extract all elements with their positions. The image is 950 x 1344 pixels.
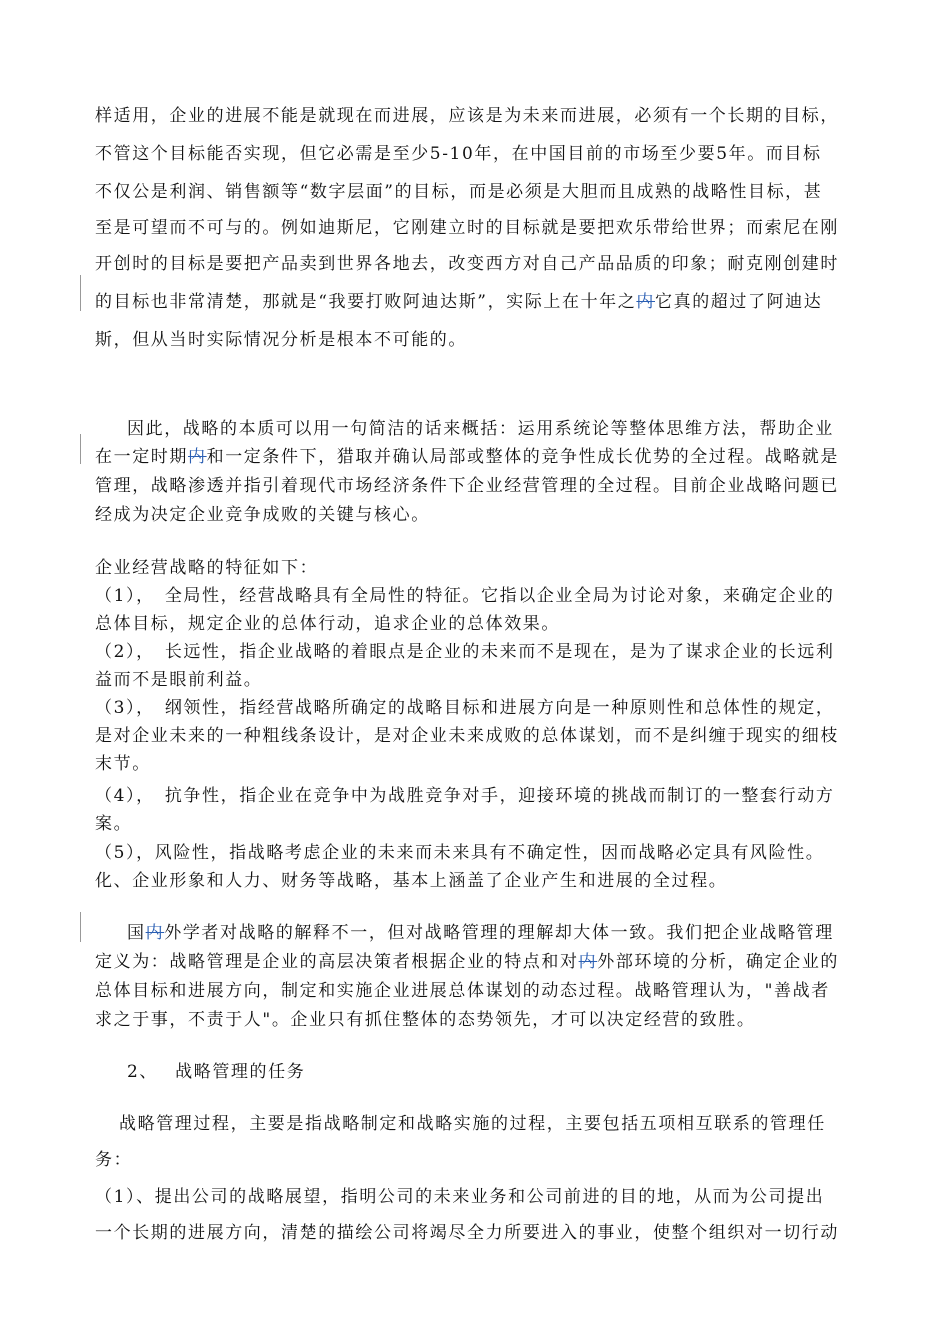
paragraph-1-line-6: [95, 287, 822, 312]
paragraph-3-line-1: [127, 918, 834, 943]
feature-line: （5），风险性，指战略考虑企业的未来而未来具有不确定性，因而战略必定具有风险性。: [95, 843, 825, 863]
paragraph-3-line-2: [95, 947, 839, 972]
paragraph-1-line-5: 开创时的目标是要把产品卖到世界各地去，改变西方对自己产品品质的印象；耐克刚创建时: [95, 254, 839, 274]
change-bar: [80, 275, 81, 311]
text-segment: 在一定时期: [95, 447, 188, 467]
text-segment: 国: [127, 923, 146, 943]
paragraph-2-line-3: 管理，战略渗透并指引着现代市场经济条件下企业经营管理的全过程。目前企业战略问题已: [95, 476, 839, 496]
feature-line: 是对企业未来的一种粗线条设计，是对企业未来成败的总体谋划，而不是纠缠于现实的细枝: [95, 726, 839, 746]
feature-line: 末节。: [95, 754, 151, 774]
features-heading: 企业经营战略的特征如下：: [95, 558, 319, 578]
feature-line: 总体目标，规定企业的总体行动，追求企业的总体效果。: [95, 614, 560, 634]
feature-line: 案。: [95, 814, 133, 834]
paragraph-3-line-3: 总体目标和进展方向，制定和实施企业进展总体谋划的动态过程。战略管理认为，"善战者: [95, 981, 830, 1001]
paragraph-5-line-1: （1）、提出公司的战略展望，指明公司的未来业务和公司前进的目的地，从而为公司提出: [95, 1187, 825, 1207]
paragraph-2-line-1: 因此，战略的本质可以用一句简洁的话来概括：运用系统论等整体思维方法，帮助企业: [127, 419, 834, 439]
paragraph-1-line-2: 不管这个目标能否实现，但它必需是至少5-10年，在中国目前的市场至少要5年。而目标: [95, 144, 822, 164]
deleted-text-markup: 内: [188, 447, 207, 467]
paragraph-2-line-4: 经成为决定企业竞争成败的关键与核心。: [95, 505, 430, 525]
paragraph-1-line-4: 至是可望而不可与的。例如迪斯尼，它刚建立时的目标就是要把欢乐带给世界；而索尼在刚: [95, 218, 839, 238]
feature-line: （1）， 全局性，经营战略具有全局性的特征。它指以企业全局为讨论对象，来确定企业的: [95, 586, 835, 606]
paragraph-1-line-7: 斯，但从当时实际情况分析是根本不可能的。: [95, 330, 467, 350]
paragraph-5-line-2: 一个长期的进展方向，清楚的描绘公司将竭尽全力所要进入的事业，使整个组织对一切行动: [95, 1223, 839, 1243]
paragraph-2-line-2: [95, 442, 839, 467]
paragraph-1-line-1: 样适用，企业的进展不能是就现在而进展，应该是为未来而进展，必须有一个长期的目标，: [95, 106, 839, 126]
change-bar: [80, 912, 81, 942]
text-segment: 它真的超过了阿迪达: [655, 292, 823, 312]
paragraph-4-line-1: 战略管理过程，主要是指战略制定和战略实施的过程，主要包括五项相互联系的管理任: [119, 1114, 826, 1134]
paragraph-4-line-2: 务：: [95, 1150, 133, 1170]
section-heading: 2、 战略管理的任务: [127, 1062, 306, 1082]
text-segment: 定义为：战略管理是企业的高层决策者根据企业的特点和对: [95, 952, 579, 972]
deleted-text-markup: 内: [578, 952, 598, 972]
text-segment: 外学者对战略的解释不一，但对战略管理的理解却大体一致。我们把企业战略管理: [164, 923, 834, 943]
feature-line: 益而不是眼前利益。: [95, 670, 263, 690]
text-segment: 和一定条件下，猎取并确认局部或整体的竞争性成长优势的全过程。战略就是: [206, 447, 840, 467]
feature-line: 化、企业形象和人力、财务等战略，基本上涵盖了企业产生和进展的全过程。: [95, 871, 728, 891]
feature-line: （3）， 纲领性，指经营战略所确定的战略目标和进展方向是一种原则性和总体性的规定，: [95, 698, 835, 718]
paragraph-1-line-3: 不仅公是利润、销售额等“数字层面”的目标，而是必须是大胆而且成熟的战略性目标，甚: [95, 182, 823, 202]
deleted-text-markup: 内: [145, 923, 165, 943]
feature-line: （2）， 长远性，指企业战略的着眼点是企业的未来而不是现在，是为了谋求企业的长远利: [95, 642, 835, 662]
deleted-text-markup: 内: [636, 292, 655, 312]
feature-line: （4）， 抗争性，指企业在竞争中为战胜竞争对手，迎接环境的挑战而制订的一整套行动方: [95, 786, 835, 806]
text-segment: 的目标也非常清楚，那就是“我要打败阿迪达斯”，实际上在十年之: [95, 292, 637, 312]
text-segment: 外部环境的分析，确定企业的: [597, 952, 840, 972]
change-bar: [80, 434, 81, 464]
paragraph-3-line-4: 求之于事，不责于人"。企业只有抓住整体的态势领先，才可以决定经营的致胜。: [95, 1010, 756, 1030]
